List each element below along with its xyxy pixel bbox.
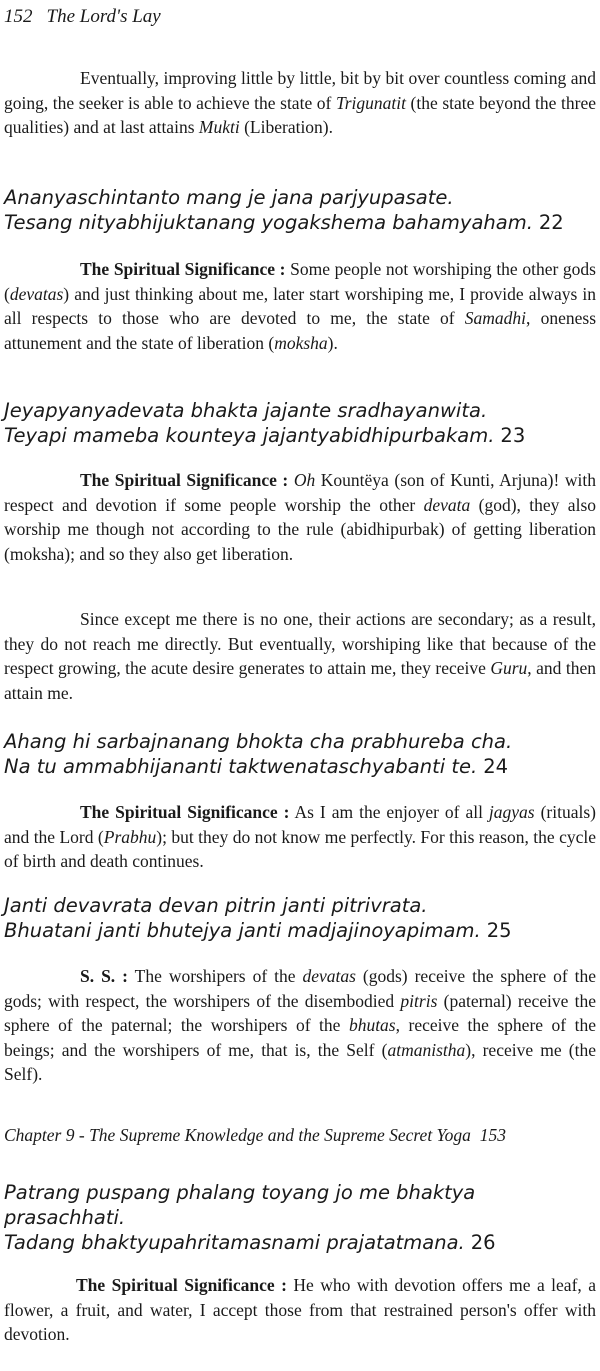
verse-number: 24 [483, 755, 509, 778]
significance-label: The Spiritual Significance : [80, 802, 290, 822]
significance-label: The Spiritual Significance : [80, 470, 289, 490]
page-header [4, 6, 161, 28]
chapter-title: Chapter 9 - The Supreme Knowledge and the Supreme Secret Yoga [4, 1125, 471, 1145]
verse-line: Ahang hi sarbajnanang bhokta cha prabhureba cha. [4, 730, 513, 753]
significance-label: The Spiritual Significance : [80, 259, 286, 279]
paragraph-significance-24: The Spiritual Significance : As I am the enjoyer of all jagyas (rituals) and the Lord (Prabhu); but they do not know me perfectly. For this reason, the cycle of birth and death continues. [4, 802, 596, 871]
page-number: 152 [4, 6, 33, 27]
verse-22 [4, 185, 598, 235]
verse-25 [4, 893, 598, 943]
verse-line: Janti devavrata devan pitrin janti pitrivrata. [4, 894, 428, 917]
verse-line: Teyapi mameba kounteya jajantyabidhipurbakam. [4, 424, 495, 447]
verse-line: Tesang nityabhijuktanang yogakshema bahamyaham. [4, 211, 533, 234]
paragraph-significance-23: The Spiritual Significance : Oh Kountëya (son of Kunti, Arjuna)! with respect and devotion if some people worship the other devata (god), they also worship me though not according to the rule (abidhipurbak) of getting liberation (moksha); and so they also get liberation. [4, 470, 597, 564]
paragraph-significance-26: The Spiritual Significance : He who with devotion offers me a leaf, a flower, a fruit, and water, I accept those from that restrained person's offer with devotion. [4, 1275, 597, 1344]
page-number: 153 [479, 1125, 506, 1145]
verse-23 [4, 398, 598, 448]
verse-number: 26 [470, 1231, 496, 1254]
verse-26 [4, 1180, 598, 1255]
significance-label: S. S. : [80, 966, 128, 986]
paragraph-trigunatit: Eventually, improving little by little, bit by bit over countless coming and going, the seeker is able to achieve the state of Trigunatit (the state beyond the three qualities) and at last attains Mukti (Liberation). [4, 68, 596, 137]
significance-label: The Spiritual Significance : [76, 1275, 287, 1295]
paragraph-secondary: Since except me there is no one, their actions are secondary; as a result, they do not reach me directly. But eventually, worshiping like that because of the respect growing, the acute desire generates to attain me, they receive Guru, and then attain me. [4, 609, 596, 703]
chapter-header [4, 1125, 600, 1146]
verse-number: 22 [538, 211, 564, 234]
verse-line: Bhuatani janti bhutejya janti madjajinoyapimam. [4, 919, 481, 942]
book-title: The Lord's Lay [46, 6, 161, 27]
verse-24 [4, 729, 598, 779]
paragraph-significance-25: S. S. : The worshipers of the devatas (gods) receive the sphere of the gods; with respect, the worshipers of the disembodied pitris (paternal) receive the sphere of the paternal; the worshipers of the bhutas, receive the sphere of the beings; and the worshipers of me, that is, the Self (atmanistha), receive me (the Self). [4, 966, 596, 1084]
verse-line: Tadang bhaktyupahritamasnami prajatatmana. [4, 1231, 465, 1254]
verse-number: 25 [486, 919, 512, 942]
verse-line: Ananyaschintanto mang je jana parjyupasate. [4, 186, 454, 209]
verse-line: Na tu ammabhijananti taktwenataschyabanti te. [4, 755, 478, 778]
verse-number: 23 [500, 424, 526, 447]
paragraph-significance-22: The Spiritual Significance : Some people not worshiping the other gods (devatas) and just thinking about me, later start worshiping me, I provide always in all respects to those who are devoted to me, the state of Samadhi, oneness attunement and the state of liberation (moksha). [4, 259, 597, 353]
verse-line: Patrang puspang phalang toyang jo me bhaktya prasachhati. [4, 1181, 476, 1229]
verse-line: Jeyapyanyadevata bhakta jajante sradhayanwita. [4, 399, 488, 422]
